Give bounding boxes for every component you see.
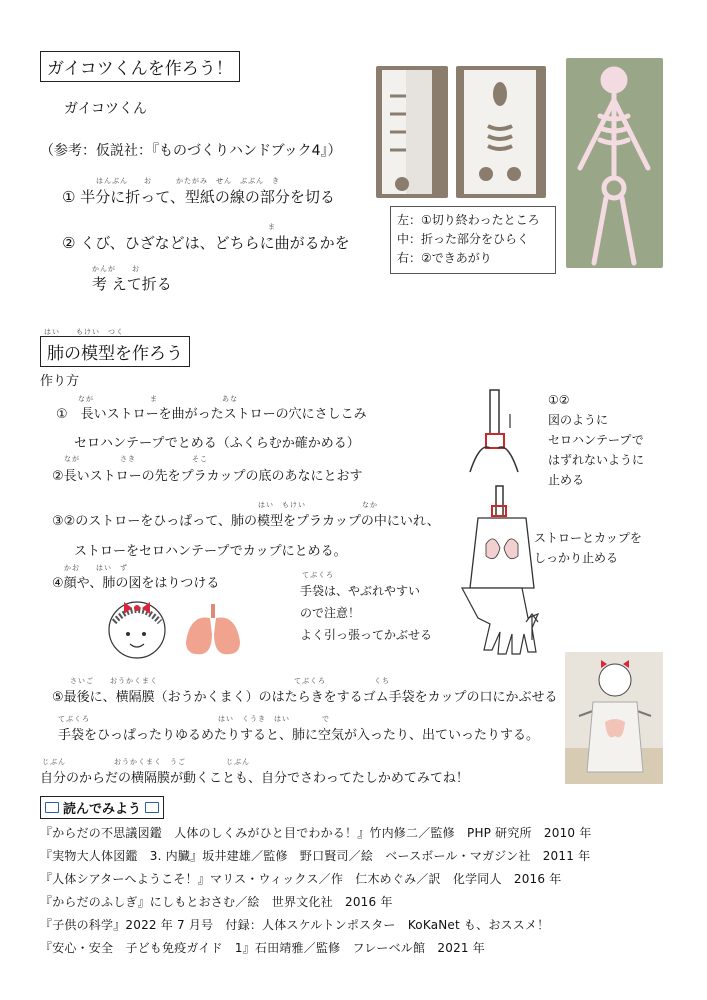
lung-step5: ⑤最後に、横隔膜（おうかくまく）のはたらきをするゴム手袋をカップの口にかぶせる	[52, 690, 558, 705]
skeleton-step1: ① 半分に折って、型紙の線の部分を切る	[62, 188, 335, 206]
skeleton-step2: ② くび、ひざなどは、どちらに曲がるかを	[62, 234, 350, 252]
photo-cut-template	[376, 66, 448, 198]
note-cup	[534, 528, 642, 568]
skeleton-illustration	[566, 58, 663, 268]
note-line-2: 図のように	[548, 413, 609, 427]
note-line-3: セロハンテープで	[548, 433, 644, 447]
caption-left: 左：①切り終わったところ	[397, 213, 540, 227]
lung-step2-ruby: なが さき そこ	[64, 455, 208, 463]
glove-ruby: てぶくろ	[302, 571, 334, 579]
book-item: 『子供の科学』2022 年 7 月号 付録：人体スケルトンポスター KoKaNet も、おススメ！	[40, 918, 550, 932]
book-icon	[45, 802, 59, 813]
book-item: 『人体シアターへようこそ！』マリス・ウィックス／作 仁木めぐみ／訳 化学同人 2016 年	[40, 872, 562, 886]
note-line-5: 止める	[548, 473, 585, 487]
howto-label: 作り方	[40, 374, 80, 389]
note-line-4: はずれないように	[548, 453, 645, 467]
step2-ruby: ま	[268, 223, 276, 231]
photo-unfolded-template	[456, 66, 546, 198]
lung-step6-ruby: てぶくろ はい くうき はい で	[58, 715, 330, 723]
glove-note-line-1: 手袋は、やぶれやすい	[300, 584, 421, 598]
unfolded-template-illustration	[456, 66, 546, 198]
face-picture	[104, 596, 170, 662]
summary-text: 自分のからだの横隔膜が動くことも、自分でさわってたしかめてみてね！	[40, 771, 469, 786]
book-item: 『からだのふしぎ』にしもとおさむ／絵 世界文化社 2016 年	[40, 895, 393, 909]
section-title-skeleton: ガイコツくんを作ろう！	[40, 51, 240, 82]
straw-diagram	[460, 384, 540, 484]
lung-step4-ruby: かお はい ず	[64, 564, 128, 572]
book-icon	[145, 802, 159, 813]
section2-title-ruby: はい もけい つく	[44, 328, 124, 336]
reading-list	[40, 822, 591, 960]
note-straw-tape	[548, 390, 644, 490]
book-item: 『実物大人体図鑑 3. 内臓』坂井建雄／監修 野口賢司／絵 ベースボール・マガジン社 2011 年	[40, 849, 591, 863]
lung-step5-ruby: さいご おうかくまく てぶくろ くち	[70, 677, 390, 685]
glove-note-line-3: よく引っ張ってかぶせる	[300, 628, 433, 642]
lung-step1-cont: セロハンテープでとめる（ふくらむか確かめる）	[74, 436, 360, 451]
book-item: 『からだの不思議図鑑 人体のしくみがひと目でわかる！』竹内修二／監修 PHP 研究所 2010 年	[40, 826, 592, 840]
glove-note	[300, 580, 432, 646]
book-item: 『安心・安全 子ども免疫ガイド 1』石田靖雅／監修 フレーベル館 2021 年	[40, 941, 485, 955]
glove-diagram	[448, 582, 548, 658]
lung-step4: ④顔や、肺の図をはりつける	[52, 576, 220, 591]
step1-ruby: はんぶん お かたがみ せん ぶぶん き	[96, 177, 280, 185]
lung-step6: 手袋をひっぱったりゆるめたりすると、肺に空気が入ったり、出ていったりする。	[58, 728, 540, 743]
section-title-lung: 肺の模型を作ろう	[40, 336, 190, 367]
lung-step3: ③②のストローをひっぱって、肺の模型をプラカップの中にいれ、	[52, 514, 440, 529]
lung-step1: ① 長いストローを曲がったストローの穴にさしこみ	[56, 407, 367, 422]
step2-line2-ruby: かんが お	[92, 265, 140, 273]
lung-model-illustration	[565, 652, 663, 784]
photo-caption-box	[390, 206, 556, 274]
lung-step3-cont: ストローをセロハンテープでカップにとめる。	[74, 544, 347, 559]
glove-note-line-2: ので注意！	[300, 606, 361, 620]
lung-step1-ruby: なが ま あな	[78, 395, 238, 403]
cut-template-illustration	[376, 66, 448, 198]
caption-right: 右：②できあがり	[397, 251, 492, 265]
note-cup-line-1: ストローとカップを	[534, 531, 642, 545]
note-line-1: ①②	[548, 393, 570, 407]
summary-ruby: じぶん おうかくまく うご じぶん	[42, 758, 250, 766]
lung-step2: ②長いストローの先をプラカップの底のあなにとおす	[52, 469, 363, 484]
skeleton-step2-cont: 考 えて折る	[92, 275, 172, 293]
cup-diagram	[462, 484, 542, 594]
reading-title: 読んでみよう	[63, 802, 142, 817]
section-subtitle: ガイコツくん	[64, 101, 148, 117]
lungs-picture	[182, 600, 244, 658]
caption-middle: 中：折った部分をひらく	[397, 232, 530, 246]
note-cup-line-2: しっかり止める	[534, 551, 619, 565]
photo-lung-model	[565, 652, 663, 784]
lung-step3-ruby: はい もけい なか	[258, 501, 378, 509]
photo-skeleton-finished	[566, 58, 663, 268]
reference-text: （参考：仮説社：『ものづくりハンドブック4』）	[40, 143, 342, 159]
reading-title-box	[40, 796, 164, 819]
